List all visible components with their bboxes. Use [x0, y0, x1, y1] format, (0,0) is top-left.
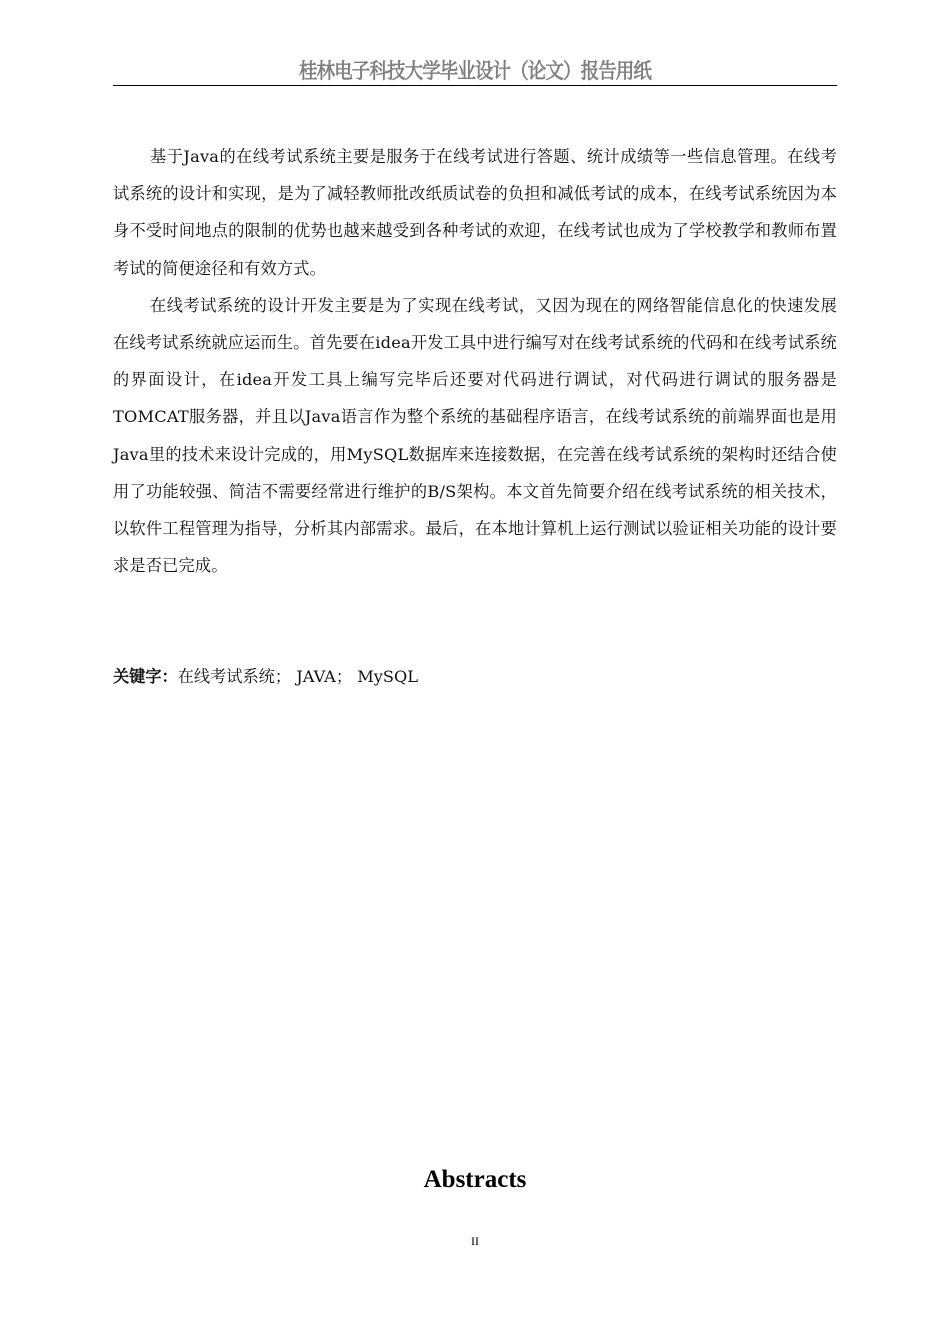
keywords-value: 在线考试系统； JAVA； MySQL — [177, 667, 419, 686]
english-abstract-heading: Abstracts — [423, 1166, 527, 1193]
abstract-paragraph-1: 基于Java的在线考试系统主要是服务于在线考试进行答题、统计成绩等一些信息管理。在线考试系统的设计和实现，是为了减轻教师批改纸质试卷的负担和减低考试的成本，在线考试系统因为本身不受时间地点的限制的优势也越来越受到各种考试的欢迎，在线考试也成为了学校教学和教师布置考试的简便途径和有效方式。 — [113, 147, 837, 278]
header-rule — [113, 85, 837, 86]
keywords-label: 关键字： — [113, 667, 178, 686]
keywords-line — [113, 662, 418, 692]
page-number: II — [471, 1234, 479, 1248]
chinese-abstract-body — [113, 138, 837, 584]
abstract-paragraph-2: 在线考试系统的设计开发主要是为了实现在线考试，又因为现在的网络智能信息化的快速发展在线考试系统就应运而生。首先要在idea开发工具中进行编写对在线考试系统的代码和在线考试系统的界面设计，在idea开发工具上编写完毕后还要对代码进行调试，对代码进行调试的服务器是TOMCAT服务器，并且以Java语言作为整个系统的基础程序语言，在线考试系统的前端界面也是用Java里的技术来设计完成的，用MySQL数据库来连接数据，在完善在线考试系统的架构时还结合使用了功能较强、简洁不需要经常进行维护的B/S架构。本文首先简要介绍在线考试系统的相关技术，以软件工程管理为指导，分析其内部需求。最后，在本地计算机上运行测试以验证相关功能的设计要求是否已完成。 — [113, 295, 837, 576]
page-header-title: 桂林电子科技大学毕业设计（论文）报告用纸 — [299, 59, 651, 83]
